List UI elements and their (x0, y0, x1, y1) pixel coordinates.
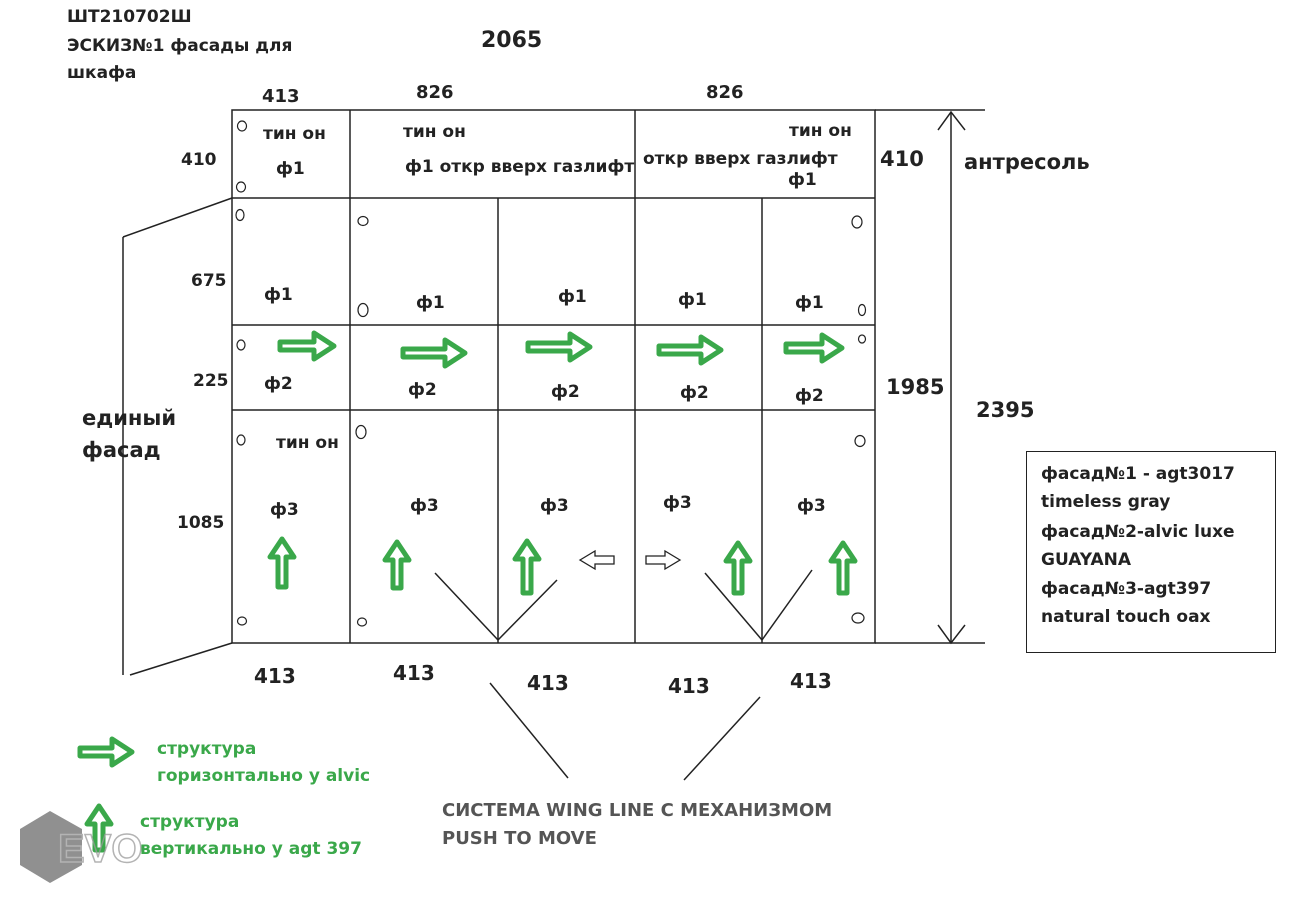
mezz-f1-1: ф1 (276, 159, 305, 179)
legend-line-1: фасад№1 - agt3017 (1041, 464, 1235, 484)
single-facade-label-2: фасад (82, 438, 161, 462)
system-note-line1: СИСТЕМА WING LINE С МЕХАНИЗМОМ (442, 800, 833, 821)
horizontal-arrow-icon-4 (659, 337, 721, 363)
cell-f2-1: ф2 (264, 374, 293, 394)
cell-f3-3: ф3 (540, 496, 569, 516)
vertical-structure-arrows (270, 539, 855, 593)
row-height-4: 1085 (177, 513, 225, 533)
body-height-dim: 1985 (886, 375, 945, 399)
legend-line-4: GUAYANA (1041, 550, 1131, 570)
system-note-line2: PUSH TO MOVE (442, 828, 597, 849)
row-height-2: 675 (191, 271, 227, 291)
cell-f1-4: ф1 (678, 290, 707, 310)
bottom-dim-2: 413 (393, 661, 435, 685)
cell-f1-1: ф1 (264, 285, 293, 305)
vertical-arrow-icon-2 (385, 542, 409, 588)
vertical-arrow-icon-1 (270, 539, 294, 587)
mezz-gaslift-left: ф1 откр вверх газлифт (405, 157, 635, 177)
arrow-right-outline-icon (646, 551, 680, 569)
mezz-tint-1: тин он (263, 124, 326, 144)
cell-f3-2: ф3 (410, 496, 439, 516)
legend-vert-1: структура (140, 812, 240, 832)
mezz-gaslift-right: откр вверх газлифт (643, 149, 838, 169)
legend-line-3: фасад№2-alvic luxe (1041, 522, 1235, 542)
horizontal-structure-arrows (280, 333, 842, 366)
mezz-tint-2: тин он (403, 122, 466, 142)
total-height-dim: 2395 (976, 398, 1035, 422)
legend-vert-2: вертикально у agt 397 (140, 839, 362, 859)
mezz-f1-3: ф1 (788, 170, 817, 190)
cell-f2-3: ф2 (551, 382, 580, 402)
cell-f2-5: ф2 (795, 386, 824, 406)
cell-f2-2: ф2 (408, 380, 437, 400)
horizontal-arrow-icon-1 (280, 333, 334, 359)
svg-text:EVO: EVO (58, 827, 143, 871)
legend-line-2: timeless gray (1041, 492, 1171, 512)
horizontal-arrow-icon-2 (403, 340, 465, 366)
sketch-title-line1: ЭСКИЗ№1 фасады для (67, 36, 293, 56)
cell-f1-5: ф1 (795, 293, 824, 313)
bottom-dim-4: 413 (668, 674, 710, 698)
bottom-dim-5: 413 (790, 669, 832, 693)
legend-horiz-1: структура (157, 739, 257, 759)
single-facade-label-1: единый (82, 406, 177, 430)
mezzanine-label: антресоль (964, 150, 1090, 174)
cell-tint-bottom: тин он (276, 433, 339, 453)
cell-f3-4: ф3 (663, 493, 692, 513)
hinge-markers (236, 121, 866, 626)
mezz-height-dim: 410 (880, 147, 924, 171)
legend-horiz-2: горизонтально у alvic (157, 766, 371, 786)
cell-f2-4: ф2 (680, 383, 709, 403)
mezz-tint-3: тин он (789, 121, 852, 141)
top-dim-1: 413 (262, 86, 300, 107)
cell-f3-1: ф3 (270, 500, 299, 520)
facade-legend-box (1026, 451, 1276, 653)
bottom-dim-3: 413 (527, 671, 569, 695)
vertical-arrow-icon-4 (726, 543, 750, 593)
cell-f1-3: ф1 (558, 287, 587, 307)
horizontal-arrow-icon-5 (786, 335, 842, 361)
total-width-dim: 2065 (481, 28, 543, 53)
arrow-left-outline-icon (580, 551, 614, 569)
row-height-3: 225 (193, 371, 229, 391)
evo-logo (20, 811, 142, 883)
sketch-code: ШТ210702Ш (67, 7, 192, 27)
push-to-move-arrows (580, 551, 680, 569)
cell-f1-2: ф1 (416, 293, 445, 313)
sketch-title-line2: шкафа (67, 63, 137, 83)
legend-line-5: фасад№3-agt397 (1041, 579, 1212, 599)
legend-horizontal-arrow-icon (80, 739, 132, 765)
top-dim-3: 826 (706, 82, 744, 103)
cell-f3-5: ф3 (797, 496, 826, 516)
bottom-dim-1: 413 (254, 664, 296, 688)
top-dim-2: 826 (416, 82, 454, 103)
row-height-mezz: 410 (181, 150, 217, 170)
vertical-arrow-icon-3 (515, 541, 539, 593)
vertical-arrow-icon-5 (831, 543, 855, 593)
horizontal-arrow-icon-3 (528, 334, 590, 360)
legend-line-6: natural touch oax (1041, 607, 1211, 627)
